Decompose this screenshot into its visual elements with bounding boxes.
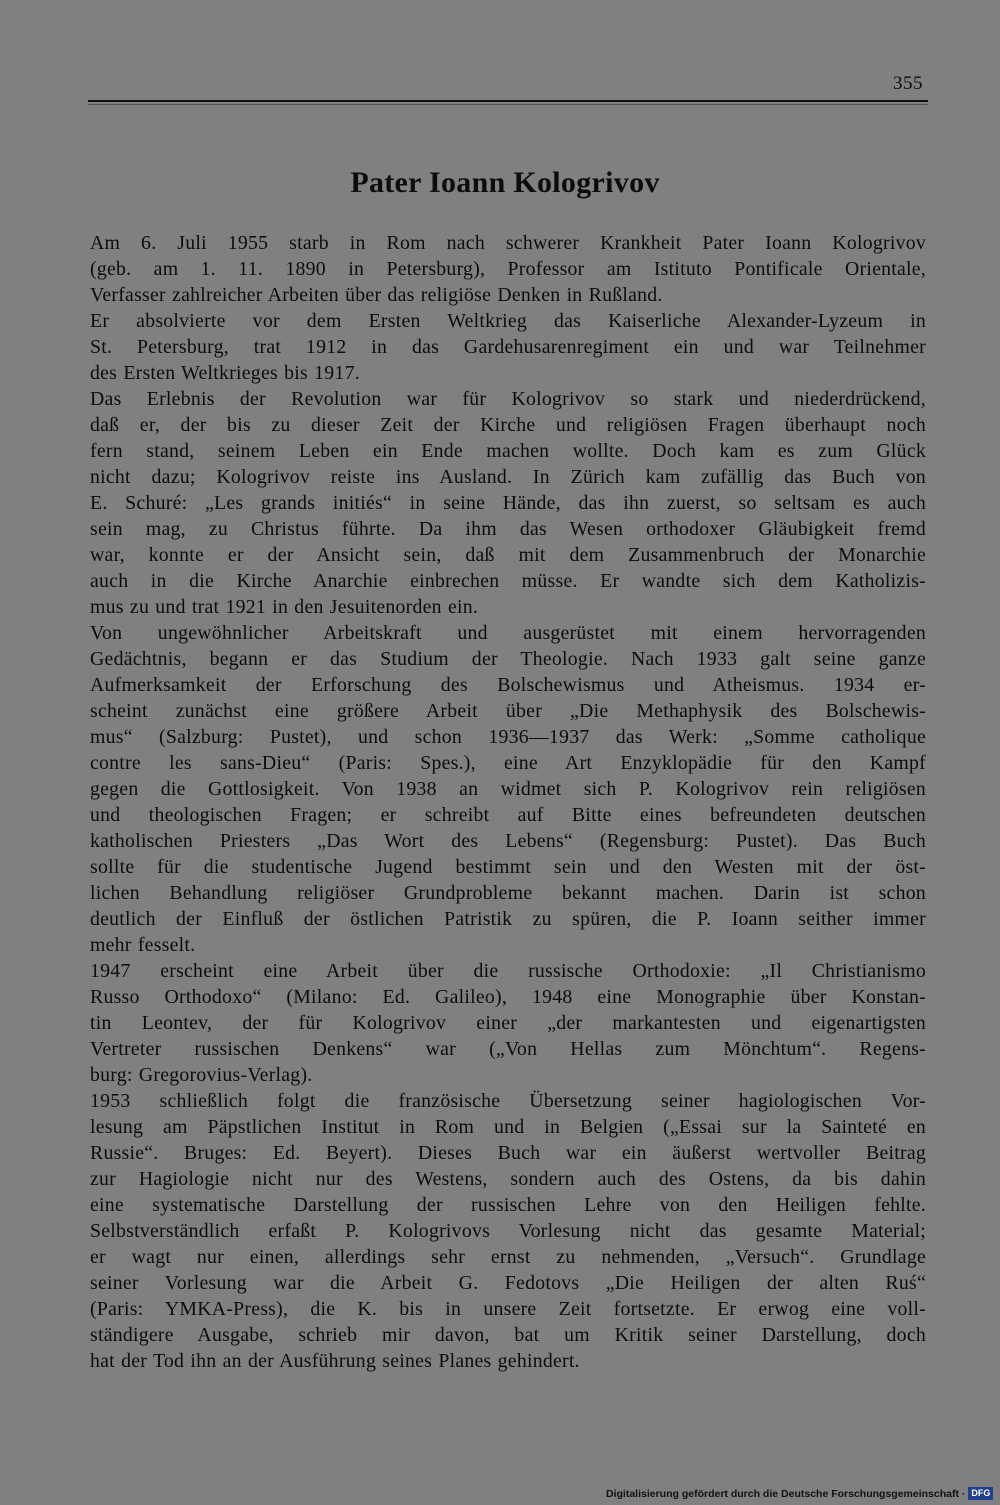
text-line: burg: Gregorovius-Verlag). xyxy=(90,1064,313,1086)
article-title: Pater Ioann Kologrivov xyxy=(350,166,660,199)
paragraph xyxy=(90,386,926,620)
digitization-footer xyxy=(606,1487,993,1500)
text-line: 1947 erscheint eine Arbeit über die russische Orthodoxie: „Il Christianismo xyxy=(90,960,926,982)
text-line: nicht dazu; Kologrivov reiste ins Ausland. In Zürich kam zufällig das Buch von xyxy=(90,466,926,488)
text-line: Vertreter russischen Denkens“ war („Von Hellas zum Mönchtum“. Regens- xyxy=(90,1038,926,1060)
page-number: 355 xyxy=(893,73,923,94)
text-line: eine systematische Darstellung der russischen Lehre von den Heiligen fehlte. xyxy=(90,1194,926,1216)
text-line: E. Schuré: „Les grands initiés“ in seine Hände, das ihn zuerst, so seltsam es auch xyxy=(90,492,926,514)
text-line: er wagt nur einen, allerdings sehr ernst zu nehmenden, „Versuch“. Grundlage xyxy=(90,1246,926,1268)
text-line: Russie“. Bruges: Ed. Beyert). Dieses Buch war ein äußerst wertvoller Beitrag xyxy=(90,1142,926,1164)
text-line: auch in die Kirche Anarchie einbrechen müsse. Er wandte sich dem Katholizis- xyxy=(90,570,926,592)
article-body xyxy=(90,230,926,1374)
header-rule-shadow xyxy=(88,104,928,105)
text-line: Selbstverständlich erfaßt P. Kologrivovs Vorlesung nicht das gesamte Material; xyxy=(90,1220,926,1242)
footer-text: Digitalisierung gefördert durch die Deutsche Forschungsgemeinschaft · xyxy=(606,1487,966,1500)
text-line: mehr fesselt. xyxy=(90,934,196,956)
text-line: (geb. am 1. 11. 1890 in Petersburg), Professor am Istituto Pontificale Orientale, xyxy=(90,258,926,280)
text-line: lesung am Päpstlichen Institut in Rom und in Belgien („Essai sur la Sainteté en xyxy=(90,1116,926,1138)
text-line: ständigere Ausgabe, schrieb mir davon, bat um Kritik seiner Darstellung, doch xyxy=(90,1324,926,1346)
text-line: tin Leontev, der für Kologrivov einer „der markantesten und eigenartigsten xyxy=(90,1012,926,1034)
text-line: mus“ (Salzburg: Pustet), und schon 1936—1937 das Werk: „Somme catholique xyxy=(90,726,926,748)
text-line: gegen die Gottlosigkeit. Von 1938 an widmet sich P. Kologrivov rein religiösen xyxy=(90,778,926,800)
text-line: 1953 schließlich folgt die französische Übersetzung seiner hagiologischen Vor- xyxy=(90,1090,926,1112)
paragraph xyxy=(90,1088,926,1374)
text-line: hat der Tod ihn an der Ausführung seines Planes gehindert. xyxy=(90,1350,580,1372)
paragraph xyxy=(90,958,926,1088)
text-line: Aufmerksamkeit der Erforschung des Bolschewismus und Atheismus. 1934 er- xyxy=(90,674,926,696)
paragraph xyxy=(90,308,926,386)
paragraph xyxy=(90,230,926,308)
text-line: lichen Behandlung religiöser Grundprobleme bekannt machen. Darin ist schon xyxy=(90,882,926,904)
text-line: zur Hagiologie nicht nur des Westens, sondern auch des Ostens, da bis dahin xyxy=(90,1168,926,1190)
text-line: mus zu und trat 1921 in den Jesuitenorden ein. xyxy=(90,596,479,618)
text-line: katholischen Priesters „Das Wort des Lebens“ (Regensburg: Pustet). Das Buch xyxy=(90,830,926,852)
text-line: (Paris: YMKA-Press), die K. bis in unsere Zeit fortsetzte. Er erwog eine voll- xyxy=(90,1298,926,1320)
text-line: Das Erlebnis der Revolution war für Kologrivov so stark und niederdrückend, xyxy=(90,388,926,410)
text-line: seiner Vorlesung war die Arbeit G. Fedotovs „Die Heiligen der alten Ruś“ xyxy=(90,1272,926,1294)
text-line: sein mag, zu Christus führte. Da ihm das Wesen orthodoxer Gläubigkeit fremd xyxy=(90,518,926,540)
text-line: und theologischen Fragen; er schreibt auf Bitte eines befreundeten deutschen xyxy=(90,804,926,826)
text-line: Von ungewöhnlicher Arbeitskraft und ausgerüstet mit einem hervorragenden xyxy=(90,622,926,644)
text-line: Russo Orthodoxo“ (Milano: Ed. Galileo), 1948 eine Monographie über Konstan- xyxy=(90,986,926,1008)
text-line: war, konnte er der Ansicht sein, daß mit dem Zusammenbruch der Monarchie xyxy=(90,544,926,566)
header-rule xyxy=(88,100,928,102)
text-line: Verfasser zahlreicher Arbeiten über das religiöse Denken in Rußland. xyxy=(90,284,663,306)
text-line: Am 6. Juli 1955 starb in Rom nach schwerer Krankheit Pater Ioann Kologrivov xyxy=(90,232,926,254)
text-line: fern stand, seinem Leben ein Ende machen wollte. Doch kam es zum Glück xyxy=(90,440,926,462)
text-line: daß er, der bis zu dieser Zeit der Kirche und religiösen Fragen überhaupt noch xyxy=(90,414,926,436)
text-line: contre les sans-Dieu“ (Paris: Spes.), eine Art Enzyklopädie für den Kampf xyxy=(90,752,926,774)
dfg-logo: DFG xyxy=(968,1487,993,1500)
text-line: Gedächtnis, begann er das Studium der Theologie. Nach 1933 galt seine ganze xyxy=(90,648,926,670)
text-line: scheint zunächst eine größere Arbeit über „Die Methaphysik des Bolschewis- xyxy=(90,700,926,722)
text-line: sollte für die studentische Jugend bestimmt sein und den Westen mit der öst- xyxy=(90,856,926,878)
paragraph xyxy=(90,620,926,958)
text-line: Er absolvierte vor dem Ersten Weltkrieg das Kaiserliche Alexander-Lyzeum in xyxy=(90,310,926,332)
text-line: des Ersten Weltkrieges bis 1917. xyxy=(90,362,360,384)
text-line: St. Petersburg, trat 1912 in das Gardehusarenregiment ein und war Teilnehmer xyxy=(90,336,926,358)
text-line: deutlich der Einfluß der östlichen Patristik zu spüren, die P. Ioann seither immer xyxy=(90,908,926,930)
